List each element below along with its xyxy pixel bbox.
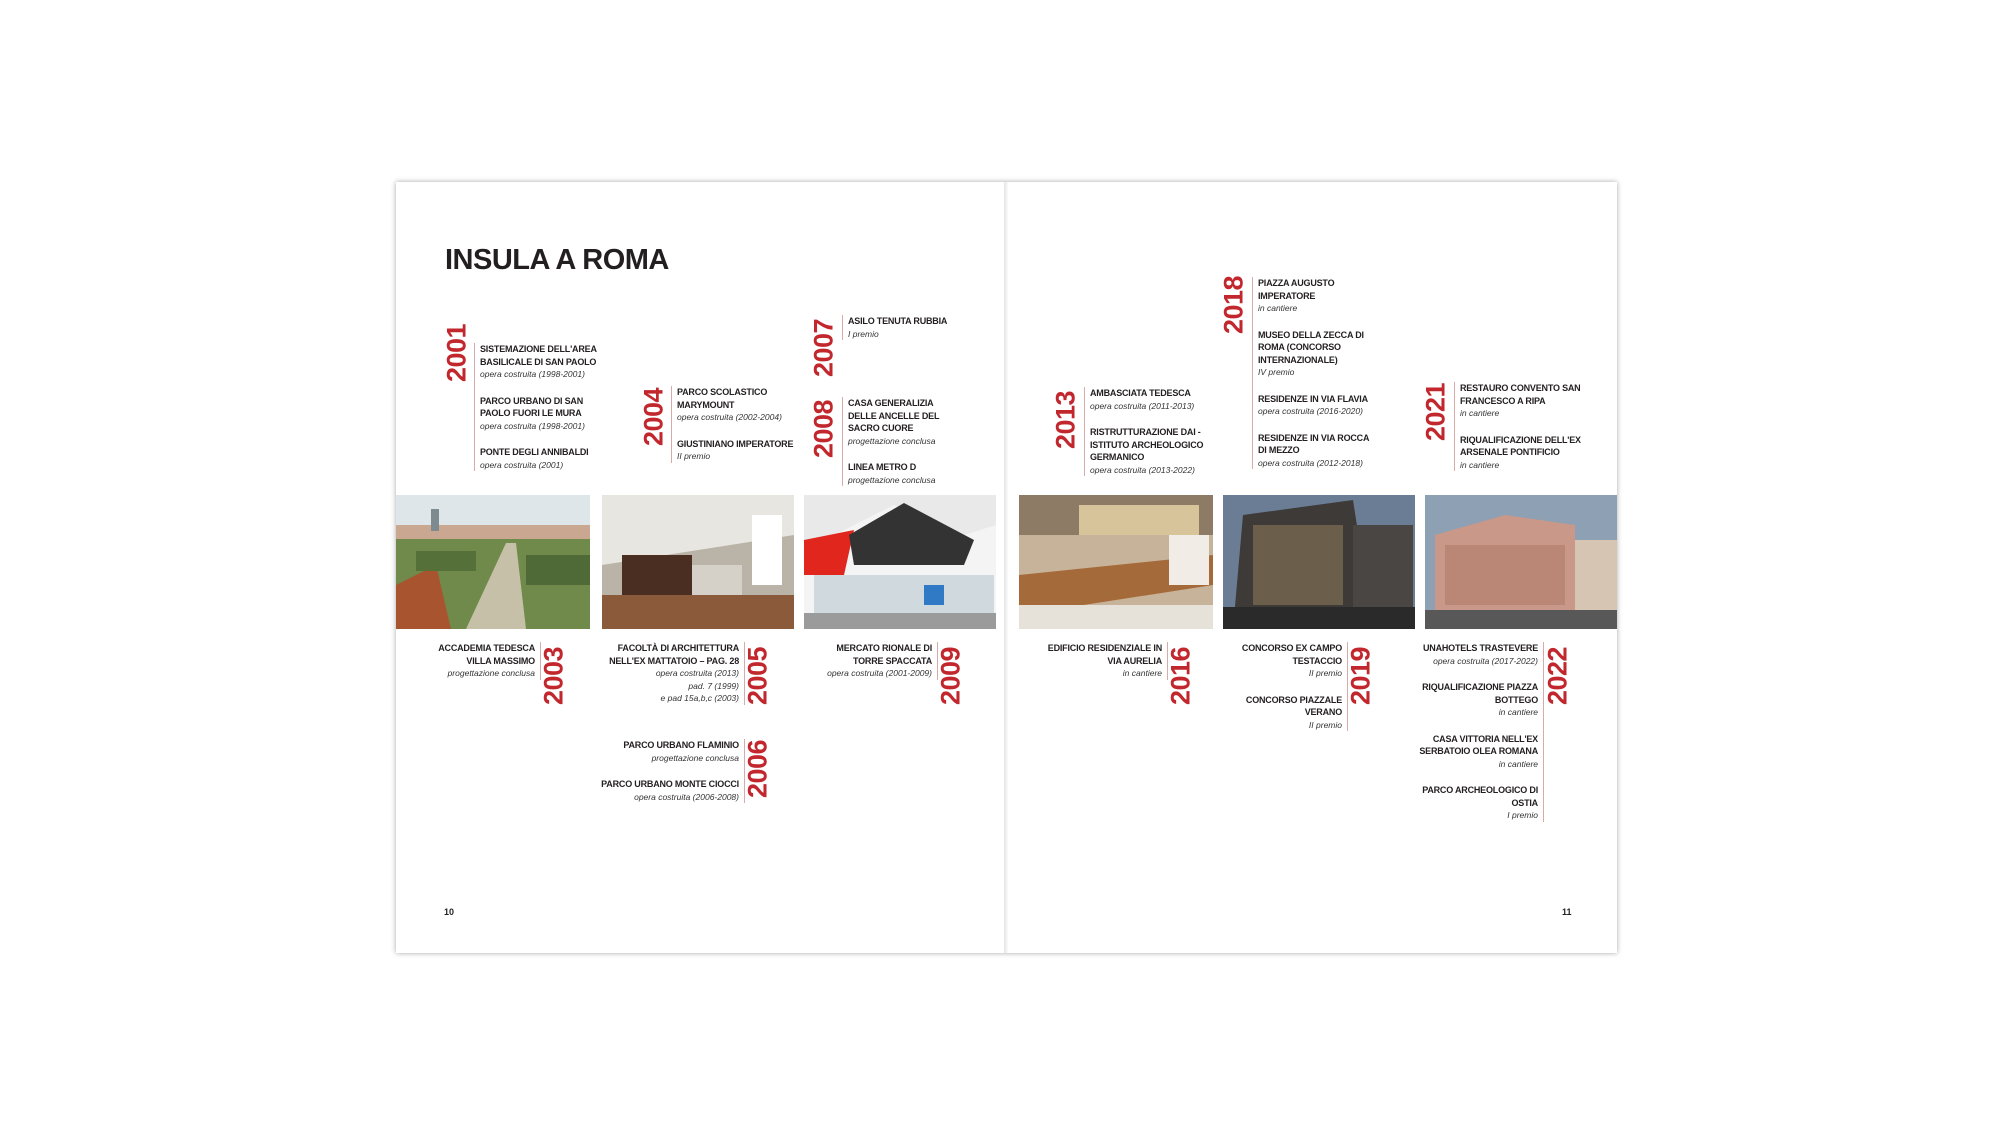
project-entry — [597, 778, 739, 803]
project-entry — [480, 395, 605, 433]
year-2009: 2009 — [935, 646, 966, 706]
timeline-block-2007 — [842, 315, 968, 340]
year-2001: 2001 — [441, 323, 472, 383]
timeline-block-2018 — [1252, 277, 1378, 469]
project-entry — [848, 315, 963, 340]
photo-facolta-architettura — [602, 495, 794, 629]
project-entry — [425, 642, 535, 680]
project-entry — [677, 386, 795, 424]
year-2008: 2008 — [808, 399, 839, 459]
project-entry — [848, 397, 963, 447]
page-number-right: 11 — [1562, 907, 1572, 917]
year-2003: 2003 — [538, 646, 569, 706]
project-status: in cantiere — [1258, 303, 1298, 313]
project-status: progettazione conclusa — [848, 474, 936, 485]
project-status: progettazione conclusa — [651, 752, 739, 763]
timeline-block-2006 — [592, 739, 745, 803]
project-name: PARCO SCOLASTICO MARYMOUNT — [677, 387, 768, 410]
project-name: SISTEMAZIONE DELL'AREA BASILICALE DI SAN PAOLO — [480, 344, 597, 367]
project-status: progettazione conclusa — [848, 435, 936, 446]
project-status: opera costruita (2006-2008) — [634, 791, 739, 802]
project-status: in cantiere — [1460, 408, 1500, 418]
project-entry — [677, 438, 795, 463]
project-name: CONCORSO PIAZZALE VERANO — [1245, 694, 1342, 717]
year-2019: 2019 — [1345, 646, 1376, 706]
timeline-block-2008 — [842, 397, 968, 486]
project-entry — [1041, 642, 1162, 680]
project-name: RESIDENZE IN VIA FLAVIA — [1258, 393, 1368, 404]
project-status-extra: pad. 7 (1999) — [688, 680, 739, 691]
project-status: I premio — [1507, 810, 1538, 820]
project-status: opera costruita (2016-2020) — [1258, 406, 1363, 416]
project-entry — [1090, 426, 1210, 476]
project-name: LINEA METRO D — [848, 462, 917, 472]
project-entry — [1231, 694, 1342, 732]
project-name: FACOLTÀ DI ARCHITETTURA NELL'EX MATTATOIO – PAG. 28 — [609, 643, 739, 666]
project-status-extra: e pad 15a,b,c (2003) — [660, 693, 739, 703]
timeline-block-2019 — [1226, 642, 1348, 731]
project-entry — [597, 642, 739, 705]
timeline-block-2001 — [474, 343, 610, 471]
project-name: PARCO URBANO FLAMINIO — [623, 740, 739, 750]
project-name: MUSEO DELLA ZECCA DI ROMA (CONCORSO INTERNAZIONALE) — [1258, 329, 1364, 365]
year-2022: 2022 — [1542, 646, 1573, 706]
project-name: PARCO ARCHEOLOGICO DI OSTIA — [1422, 785, 1538, 808]
year-2005: 2005 — [742, 646, 773, 706]
project-status: opera costruita (2011-2013) — [1090, 400, 1195, 411]
project-name: PONTE DEGLI ANNIBALDI — [480, 447, 589, 457]
project-entry — [1231, 642, 1342, 680]
project-entry — [1411, 784, 1538, 822]
photo-concorso-testaccio — [1223, 495, 1415, 629]
project-name: PARCO URBANO DI SAN PAOLO FUORI LE MURA — [480, 395, 584, 418]
project-status: opera costruita (2001) — [480, 459, 564, 470]
project-entry — [1460, 382, 1585, 420]
year-2004: 2004 — [638, 387, 669, 447]
project-entry — [597, 739, 739, 764]
project-name: AMBASCIATA TEDESCA — [1090, 388, 1191, 398]
project-status: opera costruita (2013-2022) — [1090, 464, 1195, 475]
project-entry — [480, 446, 605, 471]
page-number-left: 10 — [444, 907, 455, 917]
project-entry — [811, 642, 932, 680]
page-title: INSULA A ROMA — [445, 244, 669, 276]
project-name: ASILO TENUTA RUBBIA — [848, 316, 948, 326]
timeline-block-2016 — [1036, 642, 1168, 680]
project-entry — [480, 343, 605, 381]
project-status: opera costruita (2017-2022) — [1433, 655, 1538, 666]
project-entry — [1258, 393, 1373, 418]
project-status: in cantiere — [1460, 459, 1500, 470]
project-status: opera costruita (2001-2009) — [827, 668, 932, 678]
year-2006: 2006 — [742, 739, 773, 799]
project-status: in cantiere — [1122, 668, 1162, 678]
project-name: RESTAURO CONVENTO SAN FRANCESCO A RIPA — [1460, 383, 1581, 406]
project-entry — [1411, 642, 1538, 667]
photo-edificio-residenziale — [1019, 495, 1213, 629]
project-name: PIAZZA AUGUSTO IMPERATORE — [1258, 278, 1335, 301]
project-status: II premio — [677, 451, 711, 461]
year-2018: 2018 — [1218, 275, 1249, 335]
project-entry — [1411, 733, 1538, 771]
timeline-block-2022 — [1406, 642, 1544, 822]
project-name: PARCO URBANO MONTE CIOCCI — [601, 779, 739, 789]
project-entry — [1258, 329, 1373, 379]
project-entry — [848, 461, 963, 486]
project-name: MERCATO RIONALE DI TORRE SPACCATA — [836, 643, 932, 666]
book-gutter — [1004, 182, 1008, 953]
project-status: opera costruita (2012-2018) — [1258, 457, 1363, 468]
project-status: IV premio — [1258, 367, 1295, 377]
photo-mercato-torre-spaccata — [804, 495, 996, 629]
project-status: opera costruita (1998-2001) — [480, 369, 585, 379]
project-status: II premio — [1308, 668, 1342, 678]
year-2016: 2016 — [1165, 646, 1196, 706]
timeline-block-2021 — [1454, 382, 1590, 471]
project-status: I premio — [848, 328, 879, 339]
timeline-block-2003 — [420, 642, 541, 680]
year-2013: 2013 — [1050, 390, 1081, 450]
project-name: EDIFICIO RESIDENZIALE IN VIA AURELIA — [1047, 643, 1162, 666]
project-status: opera costruita (1998-2001) — [480, 420, 585, 431]
project-name: RIQUALIFICAZIONE PIAZZA BOTTEGO — [1422, 682, 1538, 705]
project-name: GIUSTINIANO IMPERATORE — [677, 438, 794, 449]
project-name: RIQUALIFICAZIONE DELL'EX ARSENALE PONTIFICIO — [1460, 434, 1581, 457]
project-name: CASA VITTORIA NELL'EX SERBATOIO OLEA ROMANA — [1419, 733, 1538, 756]
project-name: CASA GENERALIZIA DELLE ANCELLE DEL SACRO CUORE — [848, 398, 940, 433]
project-name: ACCADEMIA TEDESCA VILLA MASSIMO — [438, 643, 535, 666]
project-entry — [1460, 434, 1585, 472]
project-status: in cantiere — [1498, 758, 1538, 769]
project-name: RESIDENZE IN VIA ROCCA DI MEZZO — [1258, 432, 1369, 455]
project-status: opera costruita (2013) — [655, 668, 739, 678]
brochure-spread — [396, 182, 1617, 953]
project-entry — [1258, 432, 1373, 470]
photo-unahotels-trastevere — [1425, 495, 1617, 629]
project-status: opera costruita (2002-2004) — [677, 412, 782, 422]
timeline-block-2009 — [806, 642, 938, 680]
project-name: RISTRUTTURAZIONE DAI - ISTITUTO ARCHEOLOGICO GERMANICO — [1090, 427, 1204, 462]
project-entry — [1411, 681, 1538, 719]
project-name: UNAHOTELS TRASTEVERE — [1422, 643, 1538, 653]
project-status: in cantiere — [1498, 707, 1538, 717]
project-status: II premio — [1308, 719, 1342, 730]
year-2021: 2021 — [1420, 382, 1451, 442]
photo-accademia-tedesca — [396, 495, 590, 629]
project-name: CONCORSO EX CAMPO TESTACCIO — [1241, 643, 1342, 666]
project-status: progettazione conclusa — [447, 668, 535, 678]
project-entry — [1090, 387, 1210, 412]
timeline-block-2013 — [1084, 387, 1215, 476]
timeline-block-2005 — [592, 642, 745, 705]
timeline-block-2004 — [671, 386, 800, 463]
year-2007: 2007 — [808, 318, 839, 378]
project-entry — [1258, 277, 1373, 315]
